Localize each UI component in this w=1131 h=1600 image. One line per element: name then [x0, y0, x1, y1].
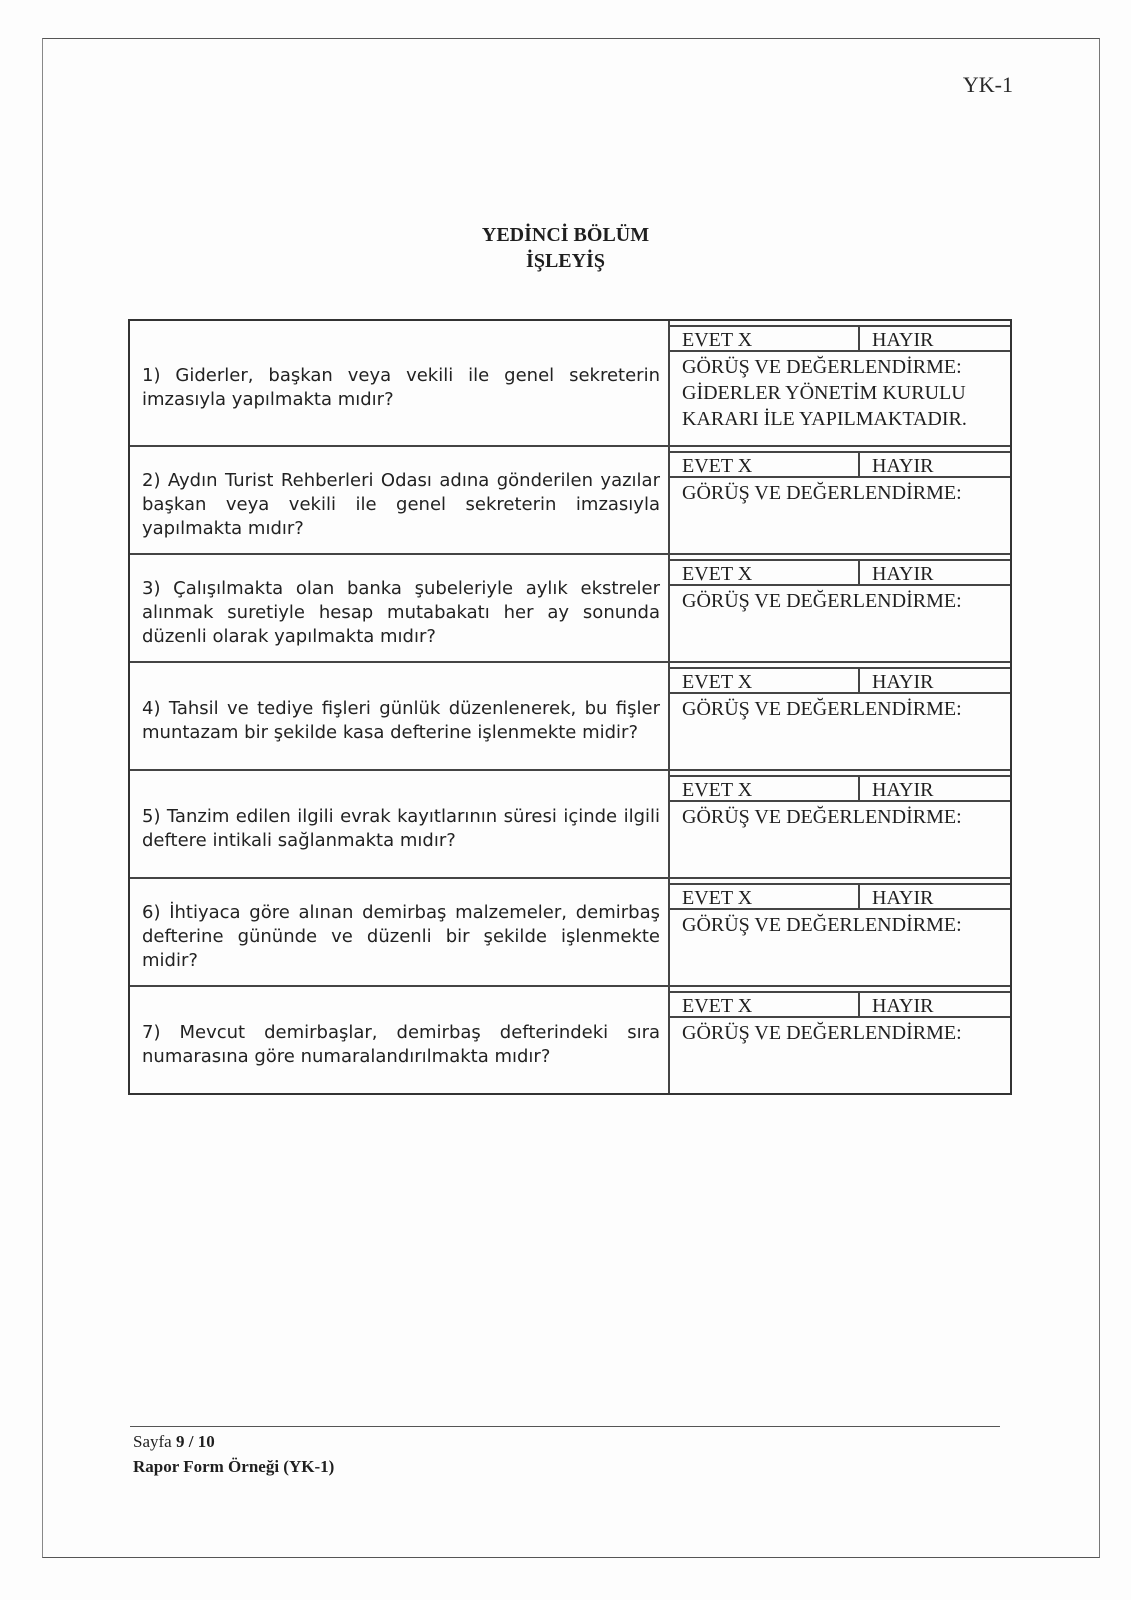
document-code: YK-1 — [962, 72, 1013, 97]
evet-option[interactable]: EVET X — [670, 453, 860, 476]
section-subtitle: İŞLEYİŞ — [526, 250, 605, 272]
question-text: 3) Çalışılmakta olan banka şubeleriyle aylık ekstreler alınmak suretiyle hesap mutabakatı her ay sonunda düzenli olarak yapılmakta mıdır? — [130, 555, 670, 661]
answer-cell — [670, 447, 1010, 553]
answer-options — [670, 991, 1010, 1018]
hayir-option[interactable]: HAYIR — [872, 779, 934, 801]
evet-option[interactable]: EVET X — [670, 669, 860, 692]
hayir-option[interactable]: HAYIR — [872, 995, 934, 1017]
gorus-text[interactable] — [670, 506, 1010, 508]
question-row-2 — [130, 445, 1010, 553]
form-name: Rapor Form Örneği (YK-1) — [133, 1457, 335, 1476]
question-text: 5) Tanzim edilen ilgili evrak kayıtlarının süresi içinde ilgili deftere intikali sağlanmakta mıdır? — [130, 771, 670, 877]
footer-divider — [130, 1426, 1000, 1427]
answer-options — [670, 775, 1010, 802]
hayir-option[interactable]: HAYIR — [872, 455, 934, 477]
page-prefix: Sayfa — [133, 1432, 172, 1451]
evet-option[interactable]: EVET X — [670, 561, 860, 584]
gorus-label: GÖRÜŞ VE DEĞERLENDİRME: — [682, 698, 962, 720]
question-text: 1) Giderler, başkan veya vekili ile genel sekreterin imzasıyla yapılmakta mıdır? — [130, 321, 670, 445]
gorus-text[interactable] — [670, 722, 1010, 724]
question-text: 2) Aydın Turist Rehberleri Odası adına gönderilen yazılar başkan veya vekili ile genel sekreterin imzasıyla yapılmakta mıdır? — [130, 447, 670, 553]
answer-cell — [670, 879, 1010, 985]
question-row-3 — [130, 553, 1010, 661]
answer-options — [670, 667, 1010, 694]
question-table — [128, 319, 1012, 1095]
question-row-5 — [130, 769, 1010, 877]
page-number: 9 / 10 — [175, 1432, 215, 1451]
question-text: 4) Tahsil ve tediye fişleri günlük düzenlenerek, bu fişler muntazam bir şekilde kasa defterine işlenmekte midir? — [130, 663, 670, 769]
question-row-4 — [130, 661, 1010, 769]
gorus-label: GÖRÜŞ VE DEĞERLENDİRME: — [682, 590, 962, 612]
gorus-label: GÖRÜŞ VE DEĞERLENDİRME: — [682, 914, 962, 936]
section-title: YEDİNCİ BÖLÜM — [481, 224, 650, 246]
hayir-option[interactable]: HAYIR — [872, 671, 934, 693]
evet-option[interactable]: EVET X — [670, 885, 860, 908]
answer-cell — [670, 663, 1010, 769]
question-text: 7) Mevcut demirbaşlar, demirbaş defterindeki sıra numarasına göre numaralandırılmakta mıdır? — [130, 987, 670, 1093]
answer-options — [670, 325, 1010, 352]
answer-options — [670, 559, 1010, 586]
question-row-6 — [130, 877, 1010, 985]
answer-cell — [670, 987, 1010, 1093]
gorus-label: GÖRÜŞ VE DEĞERLENDİRME: — [682, 356, 962, 378]
gorus-text[interactable] — [670, 830, 1010, 832]
gorus-text[interactable] — [670, 1046, 1010, 1048]
answer-cell — [670, 321, 1010, 445]
evet-option[interactable]: EVET X — [670, 777, 860, 800]
answer-options — [670, 451, 1010, 478]
gorus-label: GÖRÜŞ VE DEĞERLENDİRME: — [682, 1022, 962, 1044]
hayir-option[interactable]: HAYIR — [872, 887, 934, 909]
question-text: 6) İhtiyaca göre alınan demirbaş malzemeler, demirbaş defterine gününde ve düzenli bir şekilde işlenmekte midir? — [130, 879, 670, 985]
gorus-text[interactable] — [670, 938, 1010, 940]
gorus-text[interactable]: GİDERLER YÖNETİM KURULU KARARI İLE YAPILMAKTADIR. — [682, 382, 967, 430]
hayir-option[interactable]: HAYIR — [872, 563, 934, 585]
hayir-option[interactable]: HAYIR — [872, 329, 934, 351]
gorus-text[interactable] — [670, 614, 1010, 616]
question-row-1 — [130, 321, 1010, 445]
evet-option[interactable]: EVET X — [670, 327, 860, 350]
gorus-label: GÖRÜŞ VE DEĞERLENDİRME: — [682, 482, 962, 504]
answer-cell — [670, 771, 1010, 877]
answer-options — [670, 883, 1010, 910]
page-indicator — [133, 1432, 215, 1452]
question-row-7 — [130, 985, 1010, 1093]
answer-cell — [670, 555, 1010, 661]
gorus-label: GÖRÜŞ VE DEĞERLENDİRME: — [682, 806, 962, 828]
evet-option[interactable]: EVET X — [670, 993, 860, 1016]
